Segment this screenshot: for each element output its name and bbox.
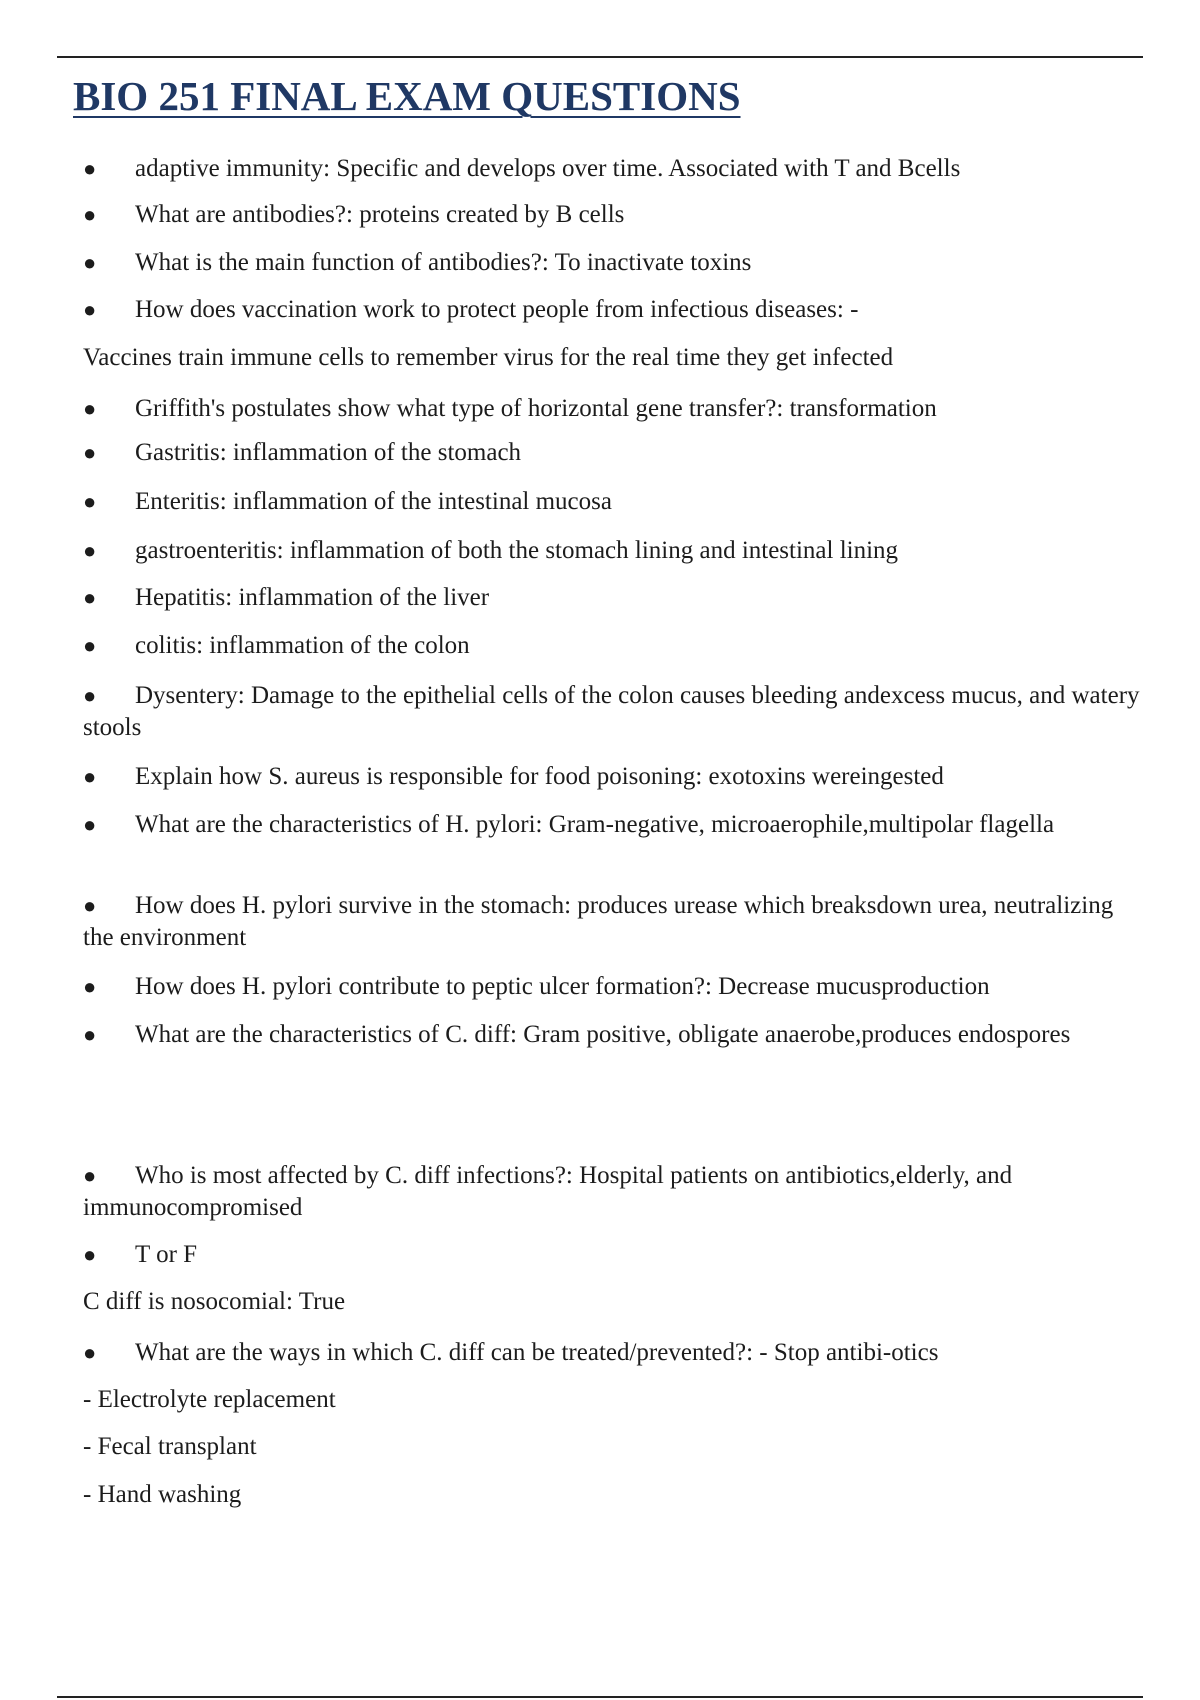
list-item [83,890,1143,954]
bullet-icon: ● [83,683,97,708]
list-item [83,809,1143,841]
bullet-icon: ● [83,440,97,465]
list-item-text: What are the characteristics of H. pylori: Gram-negative, microaerophile,multipolar flagella [135,811,1055,838]
bullet-icon: ● [83,764,97,789]
list-item [83,393,1143,425]
bullet-icon: ● [83,297,97,322]
bullet-icon: ● [83,974,97,999]
list-item-text: What are the characteristics of C. diff: Gram positive, obligate anaerobe,produces endospores [135,1021,1071,1048]
list-item [83,294,1143,326]
list-item-text: Explain how S. aureus is responsible for food poisoning: exotoxins wereingested [135,763,944,790]
list-item-text: What is the main function of antibodies?: To inactivate toxins [135,249,752,276]
list-item [83,486,1143,518]
list-item [83,199,1143,231]
list-item-text: Griffith's postulates show what type of horizontal gene transfer?: transformation [135,395,937,422]
bullet-icon: ● [83,1022,97,1047]
bullet-icon: ● [83,156,97,181]
paragraph: - Hand washing [83,1481,242,1508]
list-item [83,1337,1143,1369]
list-item [83,1239,1143,1271]
bullet-icon: ● [83,250,97,275]
list-item-text: T or F [135,1241,198,1268]
list-item [83,153,1143,185]
list-item [83,247,1143,279]
bullet-icon: ● [83,1242,97,1267]
bullet-icon: ● [83,538,97,563]
list-item [83,437,1143,469]
list-item [83,1160,1143,1224]
list-item-text: colitis: inflammation of the colon [135,632,470,659]
list-item [83,630,1143,662]
bullet-icon: ● [83,893,97,918]
list-item [83,761,1143,793]
list-item-text: What are the ways in which C. diff can be treated/prevented?: - Stop antibi-otics [135,1339,939,1366]
page-title: BIO 251 FINAL EXAM QUESTIONS [73,73,741,119]
bullet-icon: ● [83,489,97,514]
paragraph: - Electrolyte replacement [83,1386,336,1413]
list-item-text: How does H. pylori survive in the stomach: produces urease which breaksdown urea, neutralizing the environment [83,892,1114,951]
list-item-text: Dysentery: Damage to the epithelial cells of the colon causes bleeding andexcess mucus, and watery stools [83,682,1140,741]
bullet-icon: ● [83,585,97,610]
paragraph: Vaccines train immune cells to remember virus for the real time they get infected [83,344,894,371]
list-item-text: Gastritis: inflammation of the stomach [135,439,522,466]
list-item-text: gastroenteritis: inflammation of both the stomach lining and intestinal lining [135,537,899,564]
list-item-text: adaptive immunity: Specific and develops over time. Associated with T and Bcells [135,155,961,182]
list-item-text: How does H. pylori contribute to peptic ulcer formation?: Decrease mucusproduction [135,973,990,1000]
list-item-text: How does vaccination work to protect people from infectious diseases: - [135,296,859,323]
list-item-text: Hepatitis: inflammation of the liver [135,584,490,611]
list-item [83,680,1143,744]
list-item [83,971,1143,1003]
paragraph: C diff is nosocomial: True [83,1288,346,1315]
bullet-icon: ● [83,1340,97,1365]
list-item-text: What are antibodies?: proteins created by B cells [135,201,625,228]
list-item [83,582,1143,614]
bullet-icon: ● [83,812,97,837]
paragraph: - Fecal transplant [83,1433,257,1460]
top-rule [57,56,1143,58]
bullet-icon: ● [83,202,97,227]
list-item [83,535,1143,567]
bullet-icon: ● [83,1163,97,1188]
list-item-text: Enteritis: inflammation of the intestinal mucosa [135,488,612,515]
bullet-icon: ● [83,396,97,421]
list-item-text: Who is most affected by C. diff infections?: Hospital patients on antibiotics,elderly, and immunocompromised [83,1162,1013,1221]
list-item [83,1019,1143,1051]
bottom-rule [57,1696,1143,1698]
bullet-icon: ● [83,633,97,658]
